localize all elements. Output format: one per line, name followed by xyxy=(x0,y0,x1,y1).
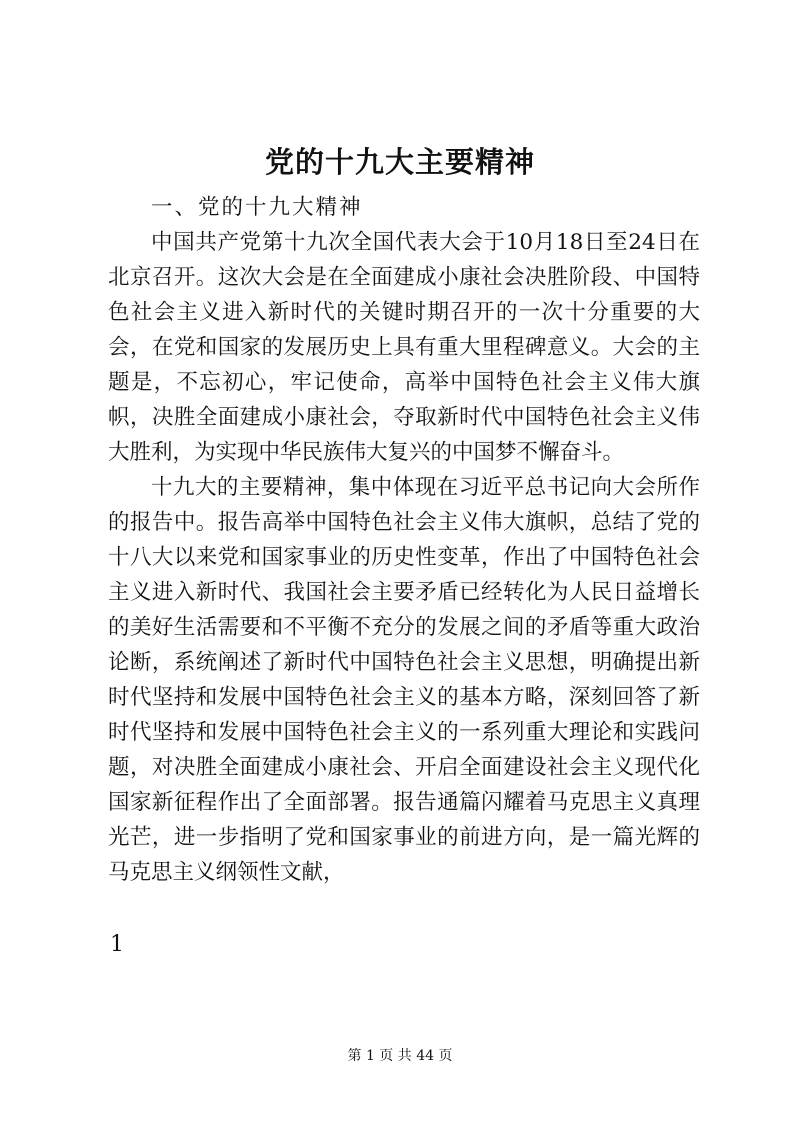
page-number-mark: 1 xyxy=(110,932,124,957)
document-title: 党的十九大主要精神 xyxy=(264,145,535,179)
document-body xyxy=(108,190,700,890)
section-heading: 一、党的十九大精神 xyxy=(151,195,363,220)
body-paragraph: 十九大的主要精神，集中体现在习近平总书记向大会所作的报告中。报告高举中国特色社会主义伟大旗帜，总结了党的十八大以来党和国家事业的历史性变革，作出了中国特色社会主义进入新时代、我国社会主要矛盾已经转化为人民日益增长的美好生活需要和不平衡不充分的发展之间的矛盾等重大政治论断，系统阐述了新时代中国特色社会主义思想，明确提出新时代坚持和发展中国特色社会主义的基本方略，深刻回答了新时代坚持和发展中国特色社会主义的一系列重大理论和实践问题，对决胜全面建成小康社会、开启全面建设社会主义现代化国家新征程作出了全面部署。报告通篇闪耀着马克思主义真理光芒，进一步指明了党和国家事业的前进方向，是一篇光辉的马克思主义纲领性文献， xyxy=(108,475,700,885)
page-footer: 第 1 页 共 44 页 xyxy=(347,1048,453,1064)
body-paragraph: 中国共产党第十九次全国代表大会于10月18日至24日在北京召开。这次大会是在全面建成小康社会决胜阶段、中国特色社会主义进入新时代的关键时期召开的一次十分重要的大会，在党和国家的发展历史上具有重大里程碑意义。大会的主题是，不忘初心，牢记使命，高举中国特色社会主义伟大旗帜，决胜全面建成小康社会，夺取新时代中国特色社会主义伟大胜利，为实现中华民族伟大复兴的中国梦不懈奋斗。 xyxy=(108,230,700,465)
